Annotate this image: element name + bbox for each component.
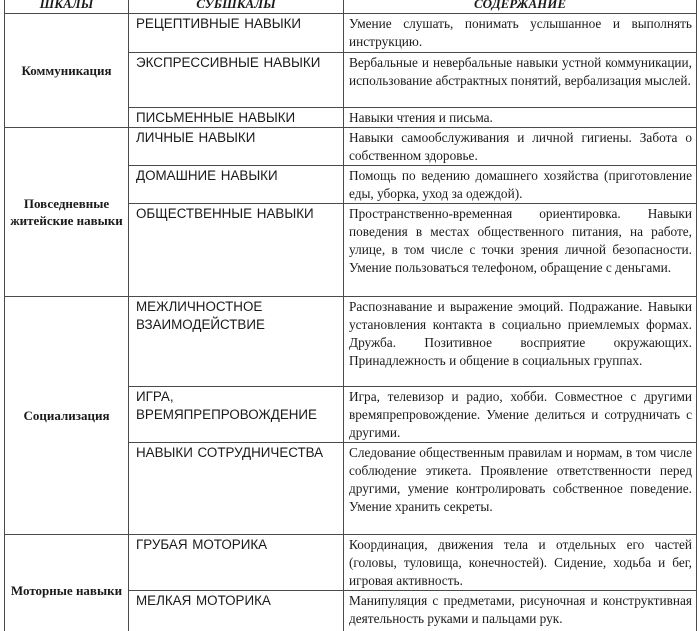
table-row: [5, 297, 697, 387]
subscale-cell: ОБЩЕСТВЕННЫЕ НАВЫКИ: [129, 204, 344, 297]
scale-cell-motor-skills: Моторные навыки: [5, 535, 129, 631]
table-row: [5, 128, 697, 166]
scale-cell-daily-living: Повседневные житейские навыки: [5, 128, 129, 297]
content-cell: Распознавание и выражение эмоций. Подражание. Навыки установления контакта в социально приемлемых формах. Дружба. Позитивное восприятие окружающих. Принадлежность и общение в социальных группах.: [344, 297, 697, 387]
skills-table: [4, 0, 697, 631]
content-cell: Манипуляция с предметами, рисуночная и конструктивная деятельность руками и пальцами рук.: [344, 591, 697, 631]
subscale-cell: ЛИЧНЫЕ НАВЫКИ: [129, 128, 344, 166]
content-cell: Пространственно-временная ориентировка. Навыки поведения в местах общественного питания, на работе, улице, в том числе с точки зрения личной безопасности. Умение пользоваться телефоном, обращение с деньгами.: [344, 204, 697, 297]
content-cell: Умение слушать, понимать услышанное и выполнять инструкцию.: [344, 14, 697, 53]
subscale-cell: ЭКСПРЕССИВНЫЕ НАВЫКИ: [129, 53, 344, 108]
table-row: [5, 14, 697, 53]
content-cell: Вербальные и невербальные навыки устной коммуникации, использование абстрактных понятий, вербализация мыслей.: [344, 53, 697, 108]
subscale-cell: МЕЖЛИЧНОСТНОЕ ВЗАИМОДЕЙСТВИЕ: [129, 297, 344, 387]
header-scales: ШКАЛЫ: [5, 0, 129, 14]
content-cell: Координация, движения тела и отдельных его частей (головы, туловища, конечностей). Сидение, ходьба и бег, игровая активность.: [344, 535, 697, 591]
scale-cell-communication: Коммуникация: [5, 14, 129, 128]
content-cell: Помощь по ведению домашнего хозяйства (приготовление еды, уборка, уход за одеждой).: [344, 166, 697, 204]
subscale-cell: ПИСЬМЕННЫЕ НАВЫКИ: [129, 108, 344, 128]
content-cell: Игра, телевизор и радио, хобби. Совместное с другими времяпрепровождение. Умение делиться и сотрудничать с другими.: [344, 387, 697, 443]
subscale-cell: НАВЫКИ СОТРУДНИЧЕСТВА: [129, 443, 344, 535]
subscale-cell: МЕЛКАЯ МОТОРИКА: [129, 591, 344, 631]
table-row: [5, 535, 697, 591]
content-cell: Навыки самообслуживания и личной гигиены. Забота о собственном здоровье.: [344, 128, 697, 166]
subscale-cell: ГРУБАЯ МОТОРИКА: [129, 535, 344, 591]
header-row: [5, 0, 697, 14]
header-subscales: СУБШКАЛЫ: [129, 0, 344, 14]
header-content: СОДЕРЖАНИЕ: [344, 0, 697, 14]
subscale-cell: ДОМАШНИЕ НАВЫКИ: [129, 166, 344, 204]
content-cell: Следование общественным правилам и нормам, в том числе соблюдение этикета. Проявление ответственности перед другими, умение контролировать собственное поведение. Умение хранить секреты.: [344, 443, 697, 535]
subscale-cell: РЕЦЕПТИВНЫЕ НАВЫКИ: [129, 14, 344, 53]
subscale-cell: ИГРА, ВРЕМЯПРЕПРОВОЖДЕНИЕ: [129, 387, 344, 443]
scale-cell-socialization: Социализация: [5, 297, 129, 535]
content-cell: Навыки чтения и письма.: [344, 108, 697, 128]
